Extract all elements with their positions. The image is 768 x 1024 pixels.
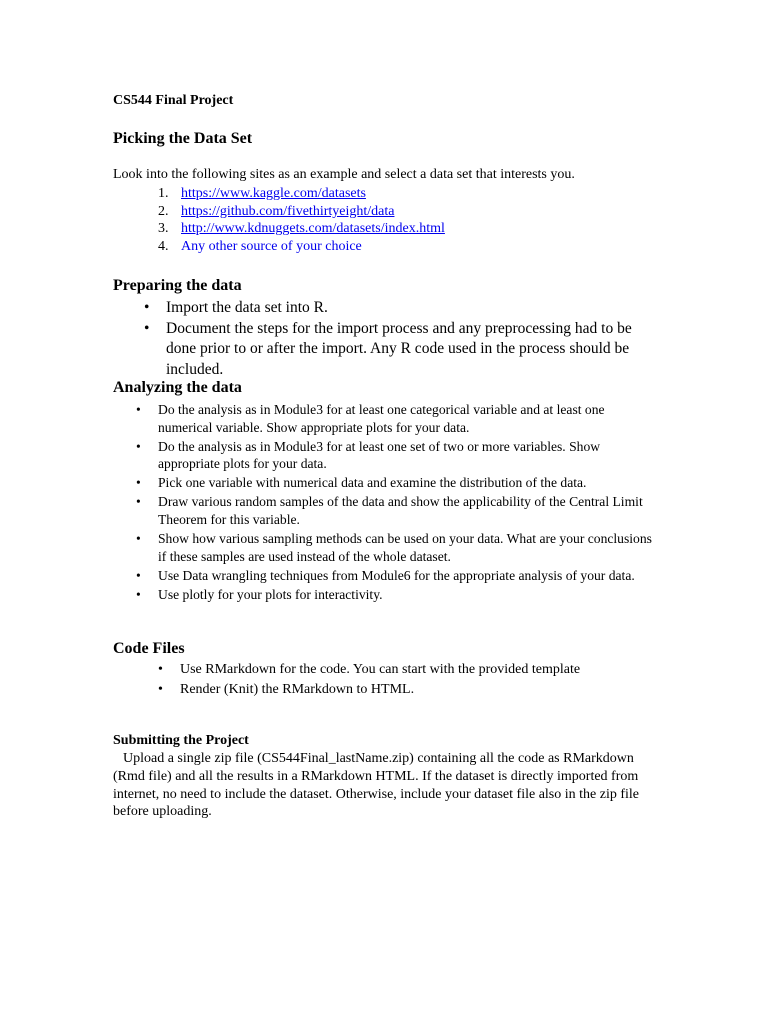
list-item-text: Draw various random samples of the data and show the applicability of the Central Limit Theorem for this variable. <box>158 494 643 528</box>
bullet-icon: • <box>136 494 141 510</box>
list-item-text: Do the analysis as in Module3 for at least one set of two or more variables. Show appropriate plots for your data. <box>158 438 601 472</box>
list-item-text: Document the steps for the import process and any preprocessing had to be done prior to or after the import. Any R code used in the process should be included. <box>166 319 632 378</box>
list-number: 1. <box>158 186 169 201</box>
list-item <box>136 438 661 473</box>
list-item <box>144 298 654 319</box>
submitting-body: Upload a single zip file (CS544Final_lastName.zip) containing all the code as RMarkdown (Rmd file) and all the results in a RMarkdown HTML. If the dataset is directly imported from internet, no need to include the dataset. Otherwise, include your dataset file also in the zip file before uploading. <box>113 751 639 820</box>
bullet-icon: • <box>136 586 141 602</box>
list-item <box>136 401 661 436</box>
list-item <box>158 660 658 680</box>
section-heading-submitting: Submitting the Project <box>113 733 249 748</box>
list-item-text: Import the data set into R. <box>166 299 328 316</box>
picking-intro: Look into the following sites as an example and select a data set that interests you. <box>113 167 575 182</box>
list-item-text: Render (Knit) the RMarkdown to HTML. <box>180 682 415 697</box>
section-heading-analyzing: Analyzing the data <box>113 379 242 396</box>
bullet-icon: • <box>144 299 150 316</box>
bullet-icon: • <box>136 531 141 547</box>
bullet-icon: • <box>144 319 150 337</box>
fivethirtyeight-link[interactable]: https://github.com/fivethirtyeight/data <box>181 203 395 219</box>
list-item-text: Use RMarkdown for the code. You can start with the provided template <box>180 662 581 677</box>
list-item <box>158 220 445 238</box>
list-item <box>136 567 661 585</box>
analyzing-list <box>136 401 661 605</box>
section-heading-code-files: Code Files <box>113 640 185 657</box>
list-number: 4. <box>158 239 169 255</box>
list-item-text: Pick one variable with numerical data and examine the distribution of the data. <box>158 475 587 491</box>
list-item-text: Show how various sampling methods can be used on your data. What are your conclusions if these samples are used instead of the whole dataset. <box>158 531 652 564</box>
list-item <box>158 185 445 203</box>
bullet-icon: • <box>136 438 141 454</box>
list-number: 3. <box>158 221 169 237</box>
kdnuggets-link[interactable]: http://www.kdnuggets.com/datasets/index.html <box>181 221 445 237</box>
sites-list <box>158 185 445 256</box>
code-files-list <box>158 660 658 700</box>
section-heading-preparing: Preparing the data <box>113 277 242 294</box>
bullet-icon: • <box>136 475 141 491</box>
other-source-text: Any other source of your choice <box>181 239 362 255</box>
preparing-list <box>144 298 654 380</box>
list-item <box>158 680 658 700</box>
list-item <box>136 586 661 604</box>
list-item <box>136 493 661 528</box>
bullet-icon: • <box>136 567 141 583</box>
list-item-text: Use plotly for your plots for interactivity. <box>158 586 383 602</box>
list-item <box>144 319 654 381</box>
list-item-text: Use Data wrangling techniques from Module6 for the appropriate analysis of your data. <box>158 567 635 583</box>
bullet-icon: • <box>136 402 141 417</box>
bullet-icon: • <box>158 662 163 677</box>
list-item-text: Do the analysis as in Module3 for at least one categorical variable and at least one numerical variable. Show appropriate plots for your data. <box>158 402 605 435</box>
list-item <box>136 530 661 565</box>
list-item <box>136 474 661 492</box>
list-number: 2. <box>158 203 169 219</box>
bullet-icon: • <box>158 682 163 697</box>
section-heading-picking: Picking the Data Set <box>113 130 253 147</box>
list-item <box>158 203 445 221</box>
kaggle-link[interactable]: https://www.kaggle.com/datasets <box>181 186 366 201</box>
list-item <box>158 238 445 256</box>
document-title: CS544 Final Project <box>113 93 234 108</box>
